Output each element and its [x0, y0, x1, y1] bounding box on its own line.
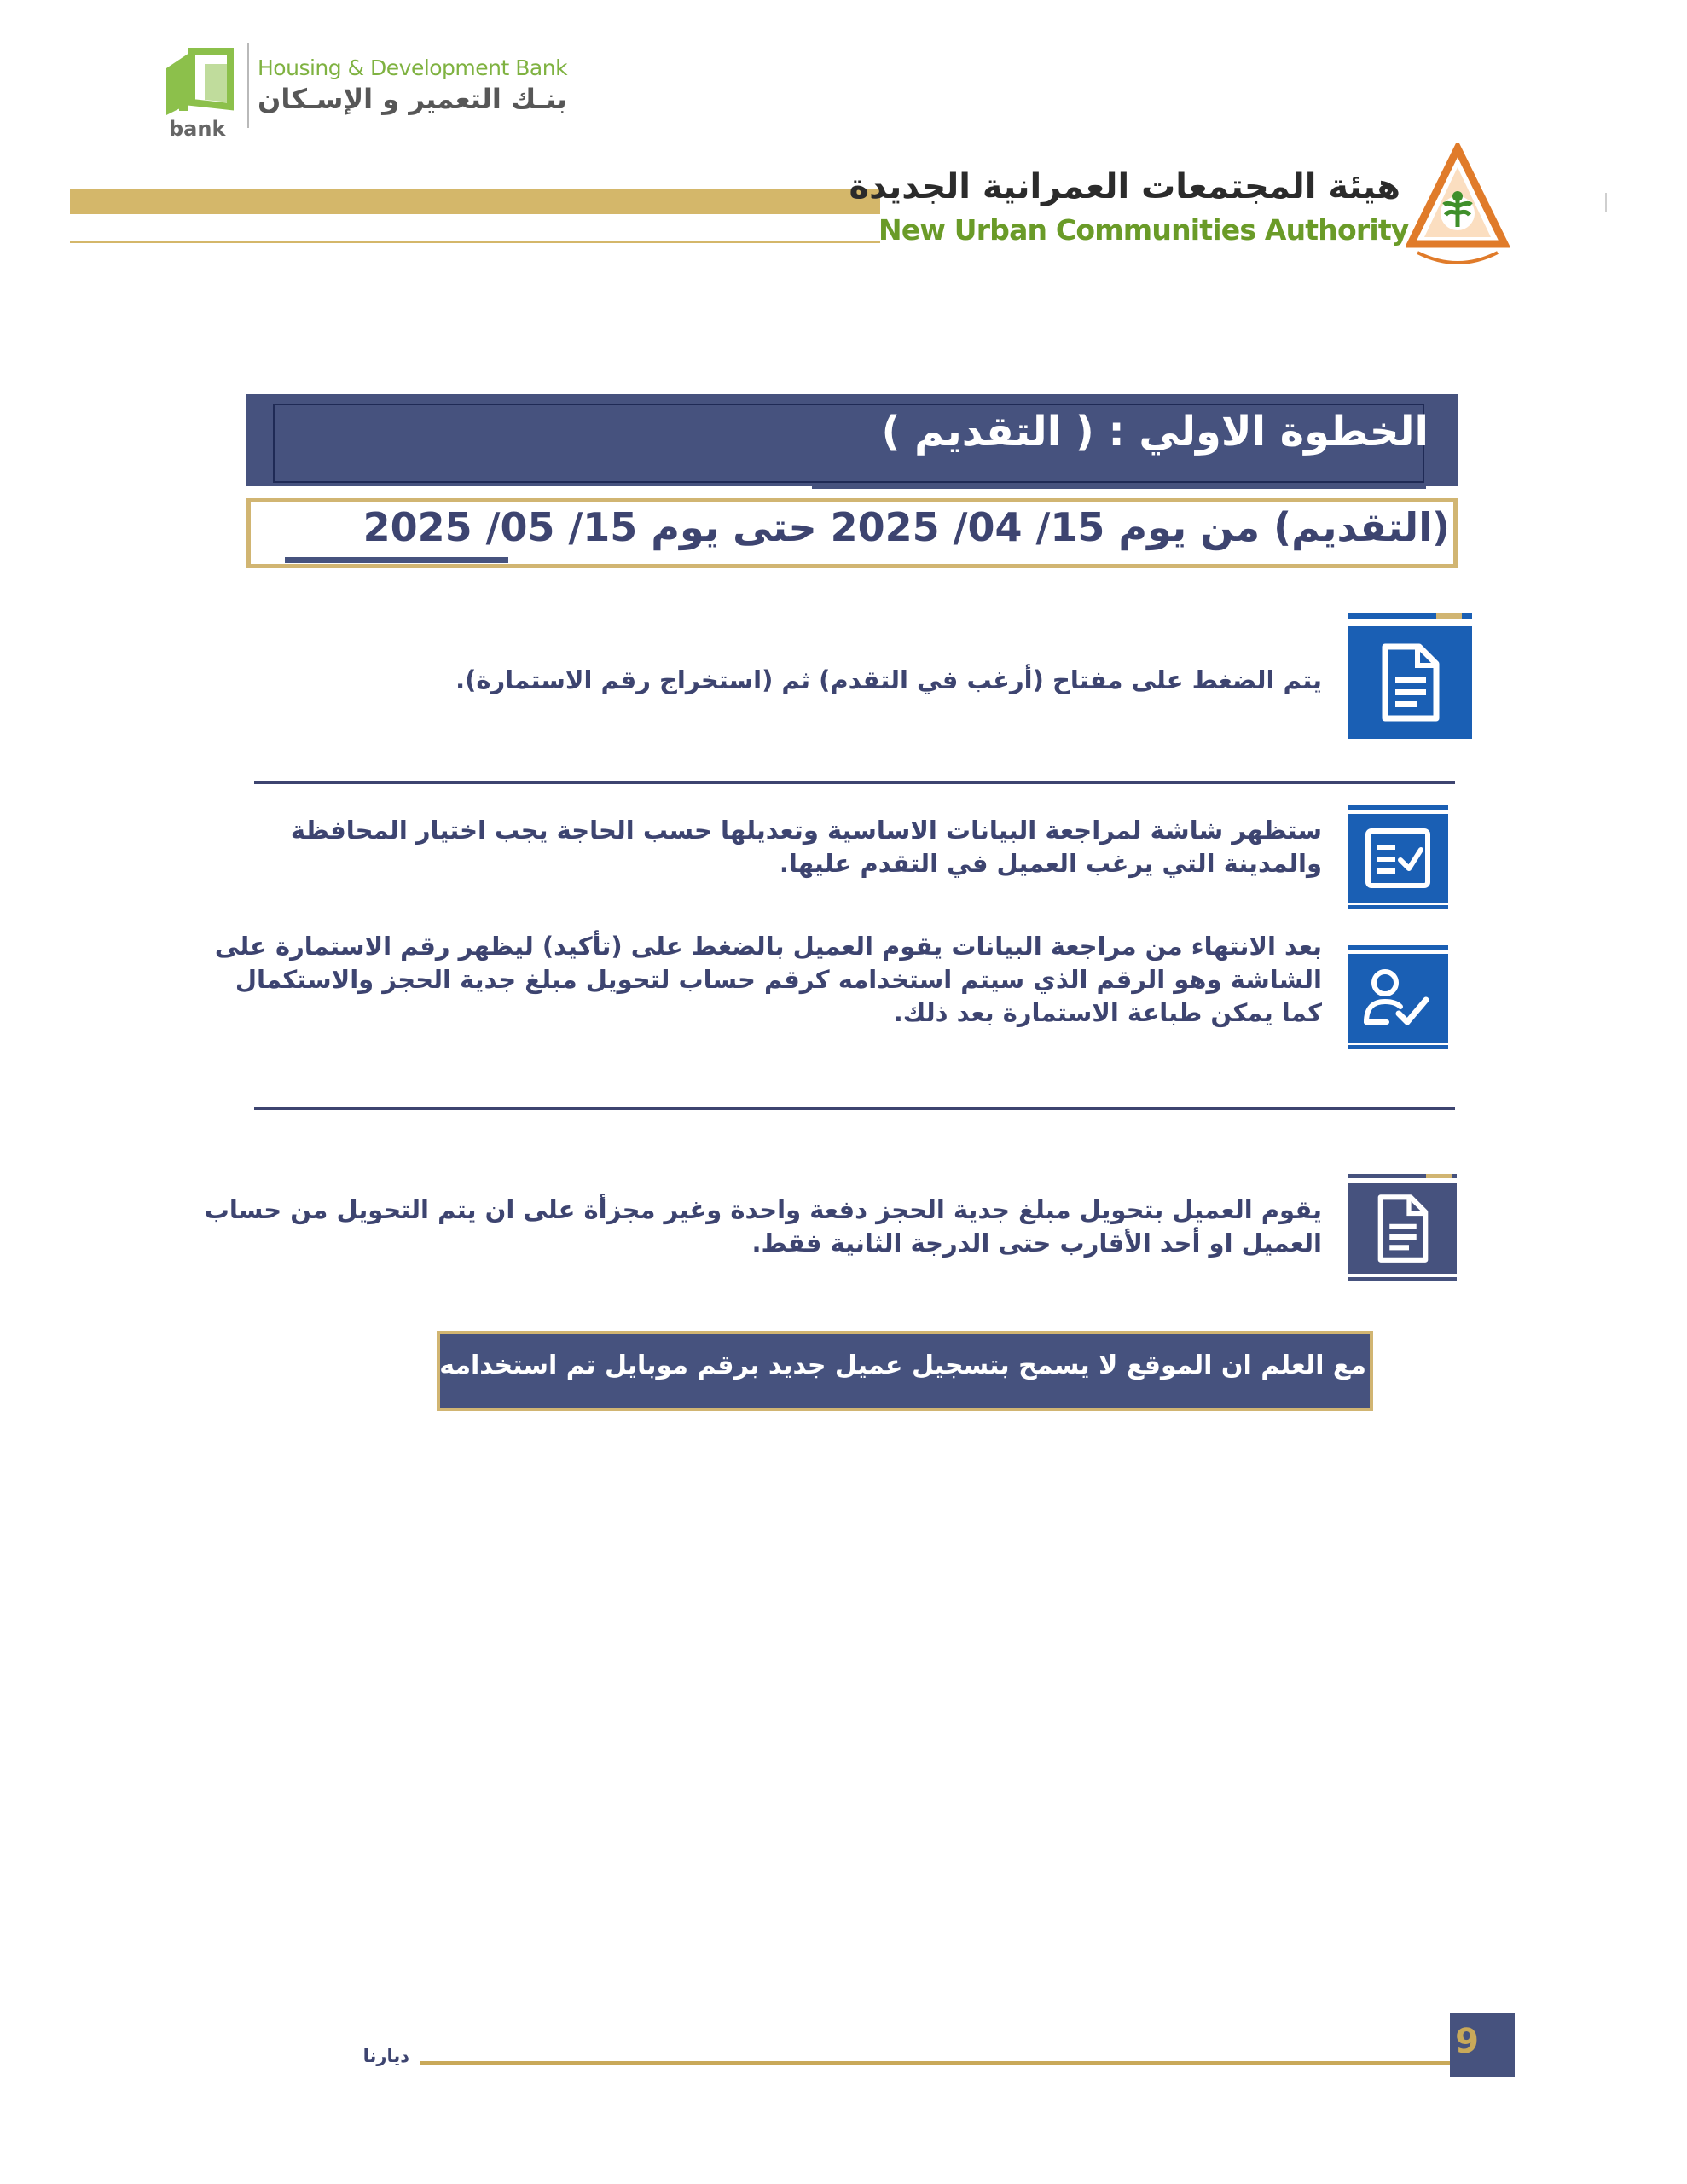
- instruction-4-icon-box: [1348, 1174, 1457, 1283]
- nuca-name-en: New Urban Communities Authority: [878, 213, 1409, 247]
- user-check-icon: [1361, 966, 1435, 1031]
- nuca-name-ar: هيئة المجتمعات العمرانية الجديدة: [849, 167, 1400, 206]
- instruction-2-text: [256, 814, 1322, 880]
- step-dates-underline: [285, 557, 508, 563]
- instruction-2-line-1: ستظهر شاشة لمراجعة البيانات الاساسية وتعديلها حسب الحاجة يجب اختيار المحافظة: [290, 816, 1322, 845]
- instruction-3-line-3: كما يمكن طباعة الاستمارة بعد ذلك.: [893, 998, 1322, 1027]
- header-gold-line: [70, 241, 880, 243]
- instruction-4-line-1: يقوم العميل بتحويل مبلغ جدية الحجز دفعة واحدة وغير مجزأة على ان يتم التحويل من حساب: [204, 1195, 1322, 1224]
- instruction-3-line-1: بعد الانتهاء من مراجعة البيانات يقوم العميل بالضغط على (تأكيد) ليظهر رقم الاستمارة على: [214, 932, 1322, 961]
- instruction-2-line-2: والمدينة التي يرغب العميل في التقدم عليها.: [779, 849, 1322, 878]
- hdb-name-en: Housing & Development Bank: [258, 55, 568, 80]
- footer-brand: ديارنا: [362, 2046, 409, 2066]
- instruction-1-icon-box: [1348, 613, 1472, 739]
- page-number: 9: [1455, 2022, 1479, 2061]
- instruction-4-line-2: العميل او أحد الأقارب حتى الدرجة الثانية فقط.: [751, 1228, 1322, 1258]
- notice-text: مع العلم ان الموقع لا يسمح بتسجيل عميل جديد برقم موبايل تم استخدامه من قبل: [333, 1350, 1366, 1380]
- hdb-divider: [247, 43, 249, 128]
- hdb-logo-word: bank: [169, 117, 226, 141]
- checklist-icon: [1365, 828, 1431, 889]
- instruction-1-text: [341, 664, 1322, 697]
- instruction-2-icon-box: [1348, 805, 1448, 909]
- instruction-3-line-2: الشاشة وهو الرقم الذي سيتم استخدامه كرقم حساب لتحويل مبلغ جدية الحجز والاستكمال: [235, 965, 1322, 994]
- separator-1: [254, 781, 1455, 784]
- footer-gold-line: [420, 2061, 1452, 2065]
- header-tick-mark: [1605, 193, 1607, 212]
- header-gold-bar: [70, 189, 880, 214]
- instruction-4-text: [204, 1194, 1322, 1260]
- document-icon: [1373, 1191, 1433, 1266]
- instruction-1-line-1: يتم الضغط على مفتاح (أرغب في التقدم) ثم (استخراج رقم الاستمارة).: [455, 665, 1322, 694]
- separator-2: [254, 1107, 1455, 1110]
- step-dates: (التقديم) من يوم 15/ 04/ 2025 حتى يوم 15/ 05/ 2025: [362, 504, 1450, 550]
- step-title-underline: [812, 483, 1426, 489]
- document-icon: [1377, 642, 1445, 723]
- hdb-logo: [162, 38, 571, 141]
- instruction-3-icon-box: [1348, 945, 1448, 1049]
- hdb-name-ar: بنـك التعمير و الإسـكان: [258, 83, 567, 115]
- step-title: الخطوة الاولي : ( التقديم ): [881, 408, 1429, 456]
- nuca-logo-icon: [1406, 143, 1510, 278]
- instruction-3-text: [214, 930, 1322, 1030]
